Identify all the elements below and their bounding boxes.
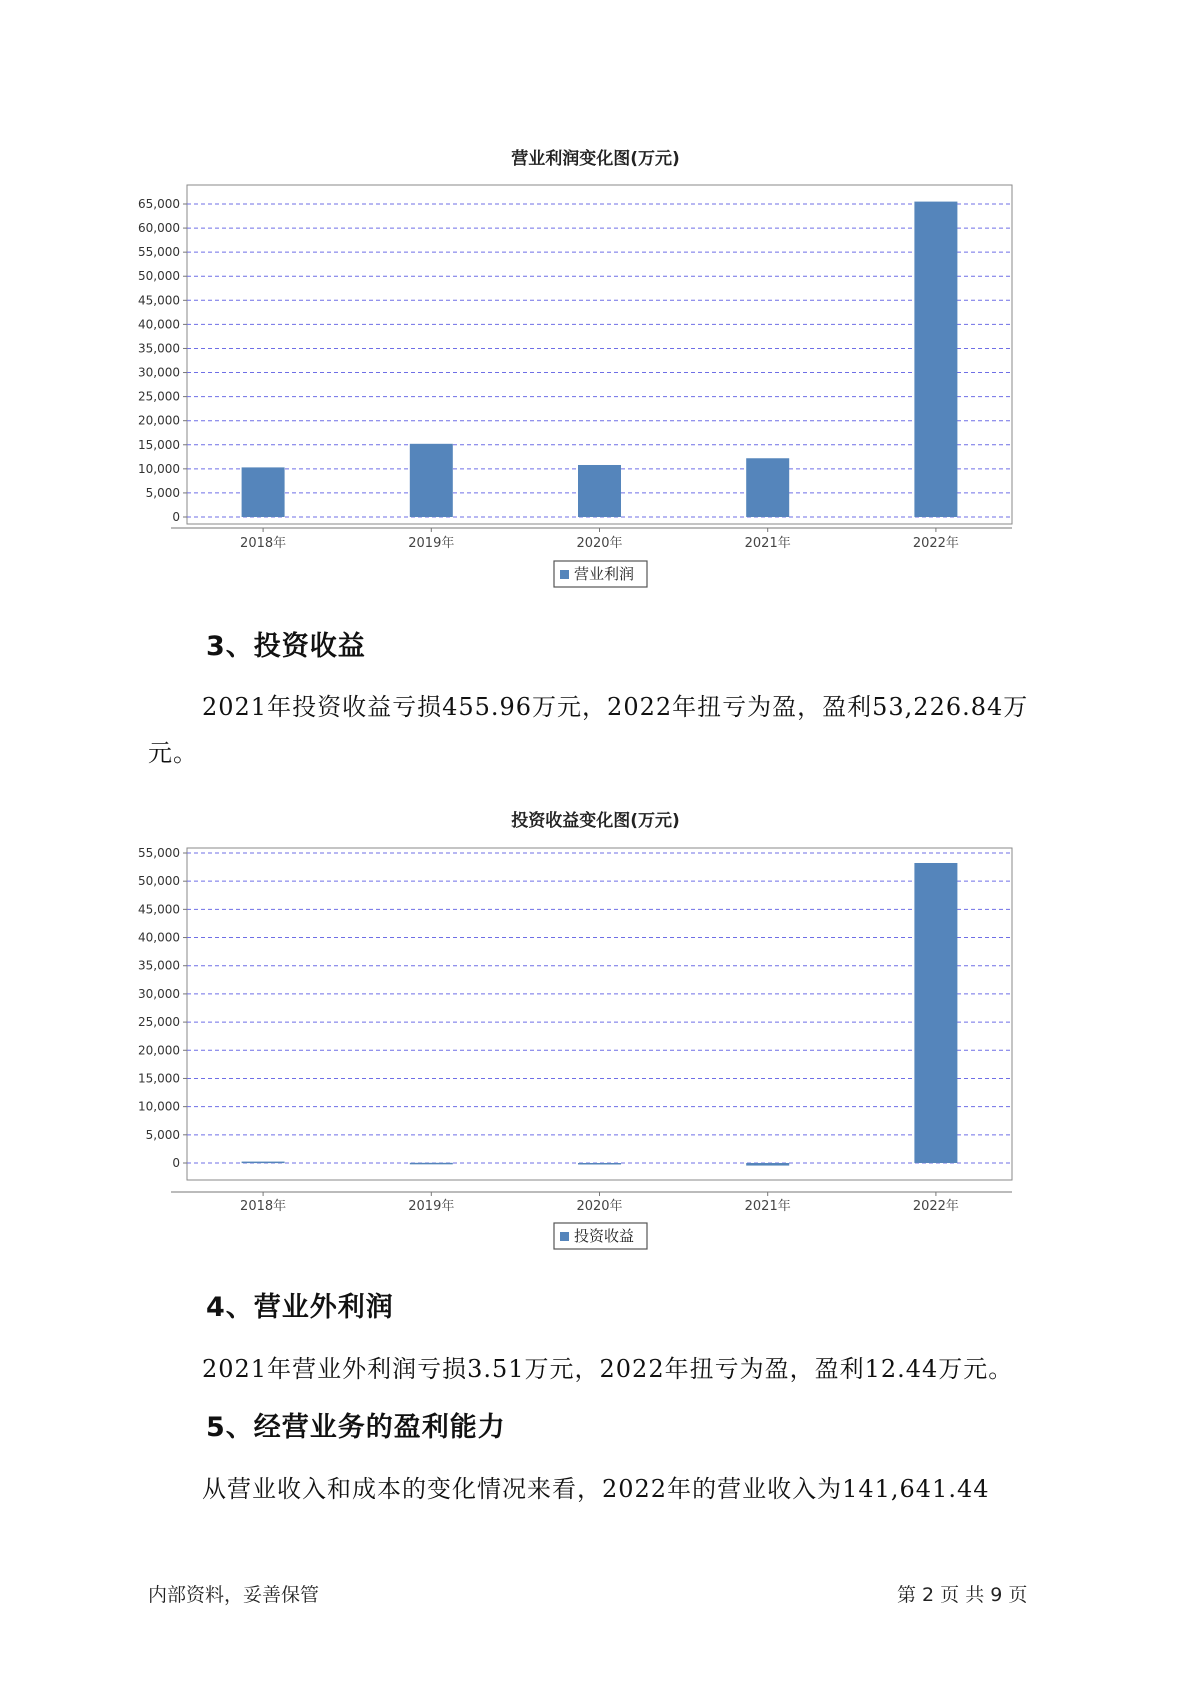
y-tick-label: 40,000: [138, 317, 180, 332]
y-tick-label: 35,000: [138, 958, 180, 973]
x-tick-label: 2022年: [912, 1199, 959, 1214]
section3-paragraph: 2021年投资收益亏损455.96万元，2022年扭亏为盈，盈利53,226.84万元。: [148, 693, 1029, 767]
footer-left: 内部资料，妥善保管: [148, 1584, 320, 1606]
bar: [914, 863, 957, 1163]
y-tick-label: 15,000: [138, 1071, 180, 1086]
y-tick-label: 0: [172, 1156, 180, 1170]
bar: [242, 1162, 285, 1164]
section5-paragraph: 从营业收入和成本的变化情况来看，2022年的营业收入为141,641.44: [202, 1475, 990, 1503]
chart2-title: 投资收益变化图(万元): [511, 811, 680, 831]
y-tick-label: 30,000: [138, 365, 180, 380]
y-tick-label: 5,000: [145, 485, 180, 500]
y-tick-label: 10,000: [138, 461, 180, 476]
x-tick-label: 2021年: [744, 1199, 791, 1214]
y-tick-label: 50,000: [138, 269, 180, 284]
bar: [578, 1163, 621, 1165]
x-tick-label: 2018年: [240, 1199, 287, 1214]
y-tick-label: 10,000: [138, 1099, 180, 1114]
bar: [746, 1163, 789, 1166]
chart1-title: 营业利润变化图(万元): [511, 149, 680, 169]
x-tick-label: 2018年: [240, 536, 287, 551]
legend-label: 营业利润: [574, 565, 635, 583]
bar: [410, 1163, 453, 1165]
y-tick-label: 20,000: [138, 413, 180, 428]
y-tick-label: 40,000: [138, 930, 180, 945]
section4-paragraph: 2021年营业外利润亏损3.51万元，2022年扭亏为盈，盈利12.44万元。: [202, 1355, 1014, 1383]
x-tick-label: 2020年: [576, 536, 623, 551]
y-tick-label: 65,000: [138, 197, 180, 211]
y-tick-label: 55,000: [138, 846, 180, 860]
section4-heading: 4、营业外利润: [206, 1292, 394, 1323]
y-tick-label: 55,000: [138, 245, 180, 260]
y-tick-label: 5,000: [145, 1127, 180, 1142]
y-tick-label: 35,000: [138, 341, 180, 356]
footer-page-number: 第 2 页 共 9 页: [897, 1584, 1028, 1606]
y-tick-label: 15,000: [138, 437, 180, 452]
legend-label: 投资收益: [574, 1227, 635, 1245]
x-tick-label: 2019年: [408, 536, 455, 551]
x-tick-label: 2019年: [408, 1199, 455, 1214]
y-tick-label: 20,000: [138, 1043, 180, 1058]
section5-heading: 5、经营业务的盈利能力: [206, 1412, 506, 1443]
x-tick-label: 2022年: [912, 536, 959, 551]
y-tick-label: 25,000: [138, 389, 180, 404]
y-tick-label: 30,000: [138, 986, 180, 1001]
section3-heading: 3、投资收益: [206, 631, 366, 662]
x-tick-label: 2021年: [744, 536, 791, 551]
y-tick-label: 0: [172, 510, 180, 524]
y-tick-label: 50,000: [138, 874, 180, 889]
y-tick-label: 45,000: [138, 293, 180, 308]
plot-area: [187, 848, 1012, 1180]
y-tick-label: 45,000: [138, 902, 180, 917]
x-tick-label: 2020年: [576, 1199, 623, 1214]
y-tick-label: 60,000: [138, 221, 180, 236]
y-tick-label: 25,000: [138, 1015, 180, 1030]
legend-swatch: [560, 1232, 569, 1241]
